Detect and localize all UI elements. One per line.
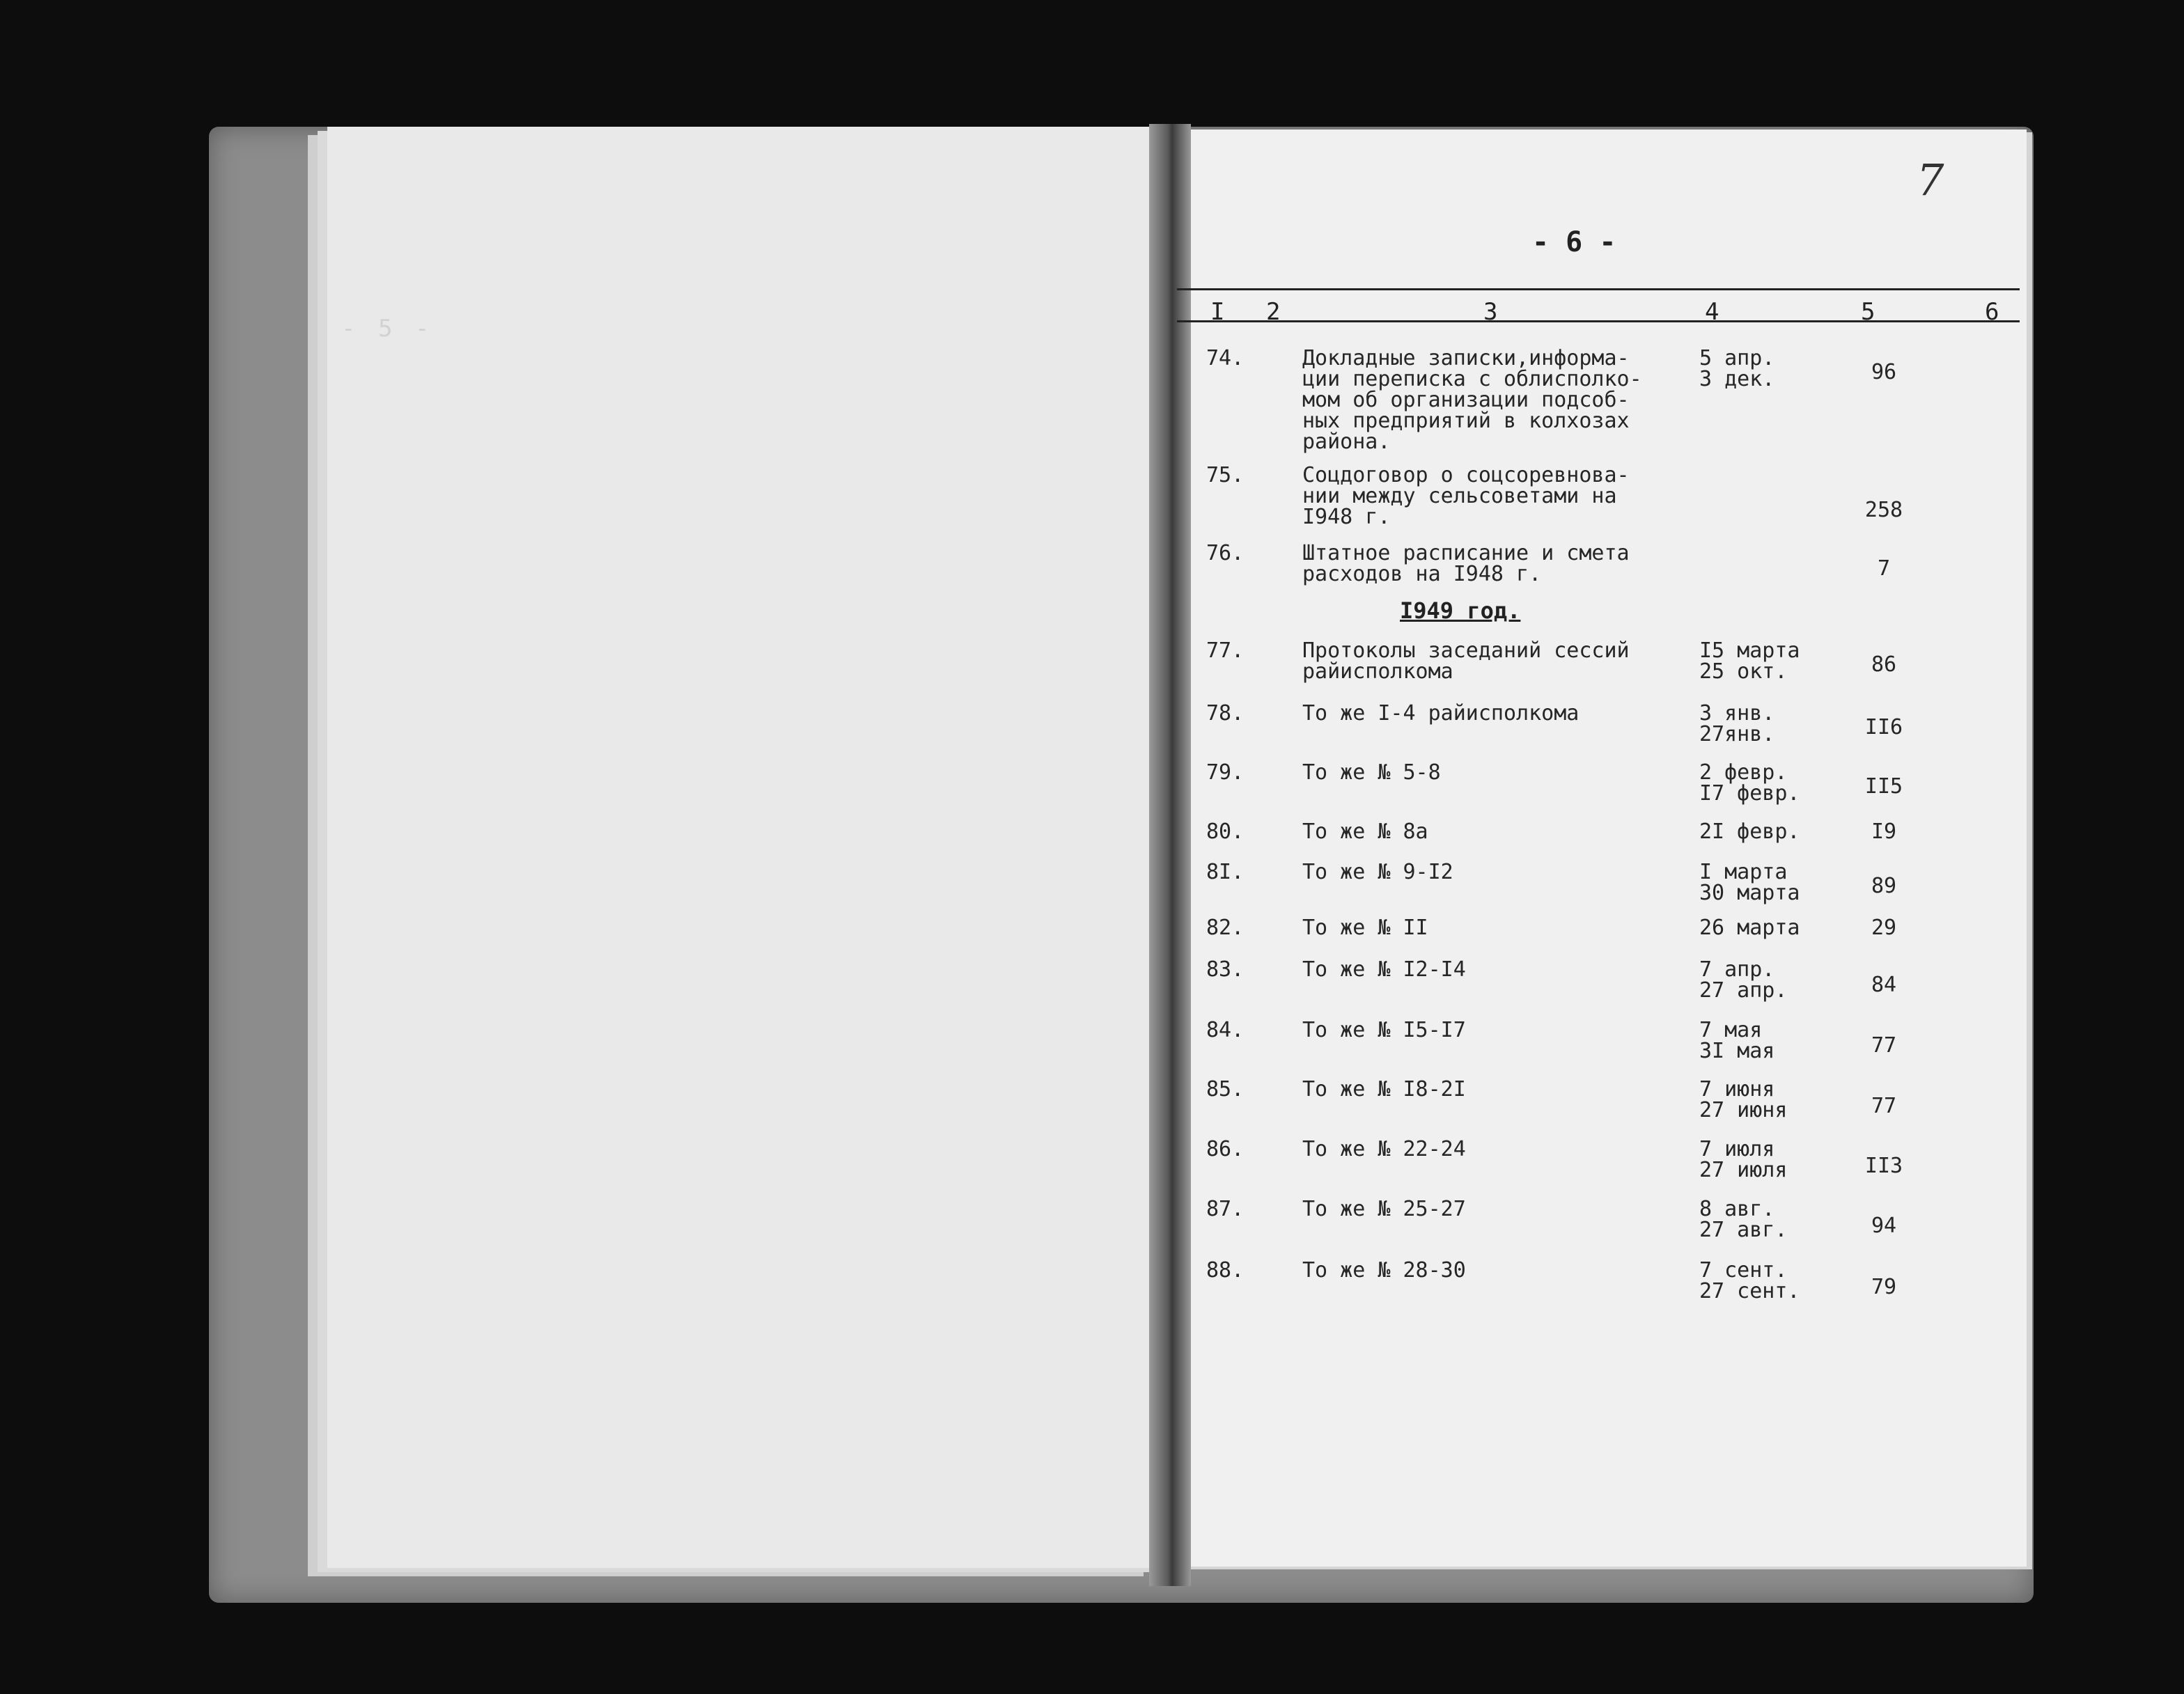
column-header-5: 5: [1861, 298, 1875, 326]
row-title: То же № 9-I2: [1302, 860, 1453, 884]
row-number: 85.: [1206, 1077, 1245, 1101]
row-sheets: 84: [1871, 973, 1897, 997]
row-sheets: 89: [1871, 874, 1897, 898]
row-sheets: II6: [1864, 715, 1903, 739]
page-number: - 6 -: [1532, 226, 1616, 258]
row-sheets: 79: [1871, 1275, 1897, 1299]
row-number: 79.: [1206, 760, 1245, 785]
row-title: Штатное расписание и смета расходов на I948 г.: [1302, 541, 1630, 586]
row-sheets: 77: [1871, 1033, 1897, 1058]
row-number: 8I.: [1206, 860, 1245, 884]
row-title: То же № 25-27: [1302, 1197, 1466, 1221]
row-sheets: 77: [1871, 1094, 1897, 1118]
row-sheets: II3: [1864, 1154, 1903, 1178]
row-sheets: 29: [1871, 916, 1897, 940]
row-number: 80.: [1206, 819, 1245, 844]
row-title: То же № 5-8: [1302, 760, 1441, 785]
left-page-bleed-through-text: - 5 -: [341, 315, 434, 343]
row-title: То же I-4 райисполкома: [1302, 701, 1580, 726]
row-dates: 5 апр. 3 дек.: [1699, 346, 1775, 391]
row-dates: 8 авг. 27 авг.: [1699, 1197, 1788, 1242]
header-rule-bottom: [1177, 320, 2020, 322]
row-dates: I5 марта 25 окт.: [1699, 638, 1800, 684]
right-page: [1184, 130, 2027, 1567]
row-dates: 3 янв. 27янв.: [1699, 701, 1775, 746]
row-number: 83.: [1206, 957, 1245, 982]
row-sheets: 86: [1871, 652, 1897, 677]
row-dates: I марта 30 марта: [1699, 860, 1800, 905]
row-title: Соцдоговор о соцсоревнова- нии между сельсоветами на I948 г.: [1302, 463, 1630, 529]
row-number: 74.: [1206, 346, 1245, 370]
row-title: То же № 28-30: [1302, 1258, 1466, 1283]
row-sheets: 258: [1864, 498, 1903, 522]
row-number: 76.: [1206, 541, 1245, 565]
folio-number: 7: [1917, 155, 1944, 205]
row-dates: 7 апр. 27 апр.: [1699, 957, 1788, 1003]
row-number: 75.: [1206, 463, 1245, 487]
row-number: 88.: [1206, 1258, 1245, 1283]
row-dates: 2I февр.: [1699, 819, 1800, 844]
column-header-6: 6: [1985, 298, 1999, 326]
row-dates: 7 июня 27 июня: [1699, 1077, 1788, 1122]
row-title: То же № 8а: [1302, 819, 1428, 844]
row-title: Протоколы заседаний сессий райисполкома: [1302, 638, 1630, 684]
column-header-2: 2: [1266, 298, 1281, 326]
column-header-1: I: [1210, 298, 1225, 326]
row-sheets: 7: [1877, 556, 1891, 581]
row-dates: 7 сент. 27 сент.: [1699, 1258, 1800, 1303]
row-sheets: I9: [1871, 819, 1897, 844]
row-title: То же № I8-2I: [1302, 1077, 1466, 1101]
column-header-3: 3: [1483, 298, 1498, 326]
column-header-4: 4: [1705, 298, 1719, 326]
row-sheets: II5: [1864, 774, 1903, 799]
year-heading: I949 год.: [1400, 597, 1521, 624]
row-title: То же № II: [1302, 916, 1428, 940]
row-number: 82.: [1206, 916, 1245, 940]
row-dates: 7 июля 27 июля: [1699, 1137, 1788, 1182]
row-number: 78.: [1206, 701, 1245, 726]
row-number: 77.: [1206, 638, 1245, 663]
row-number: 86.: [1206, 1137, 1245, 1161]
row-dates: 7 мая 3I мая: [1699, 1018, 1775, 1063]
row-number: 87.: [1206, 1197, 1245, 1221]
row-dates: 26 марта: [1699, 916, 1800, 940]
book-spine-gutter: [1149, 124, 1191, 1586]
row-title: То же № I5-I7: [1302, 1018, 1466, 1042]
row-sheets: 96: [1871, 360, 1897, 384]
row-title: Докладные записки,информа- ции переписка с облисполко- мом об организации подсоб- ных предприятий в колхозах района.: [1302, 346, 1642, 454]
row-sheets: 94: [1871, 1214, 1897, 1238]
header-rule-top: [1177, 288, 2020, 290]
row-dates: 2 февр. I7 февр.: [1699, 760, 1800, 806]
row-title: То же № I2-I4: [1302, 957, 1466, 982]
row-number: 84.: [1206, 1018, 1245, 1042]
row-title: То же № 22-24: [1302, 1137, 1466, 1161]
